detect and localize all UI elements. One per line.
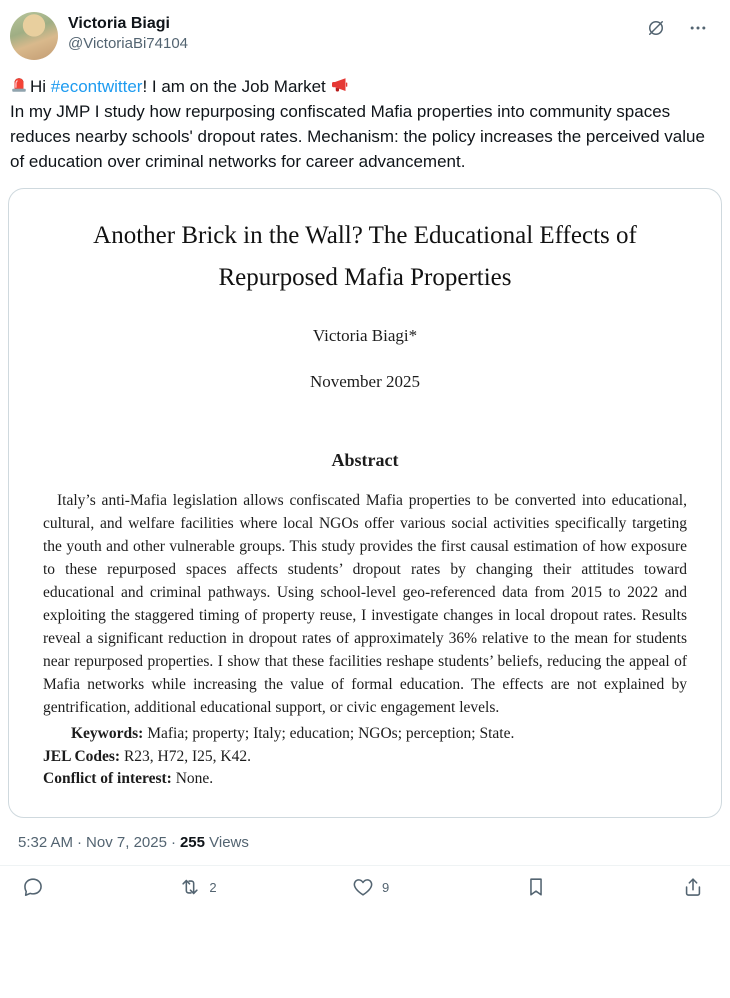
conflict-of-interest-label: Conflict of interest: bbox=[43, 770, 172, 787]
paper-title: Another Brick in the Wall? The Educational Effects of Repurposed Mafia Properties bbox=[93, 222, 637, 291]
tweet-intro-text: Hi bbox=[30, 77, 51, 96]
reply-button[interactable] bbox=[22, 876, 44, 898]
keywords-value: Mafia; property; Italy; education; NGOs; perception; State. bbox=[147, 725, 515, 742]
paper-date: November 2025 bbox=[309, 372, 420, 391]
display-name[interactable]: Victoria Biagi bbox=[68, 15, 170, 32]
paper-image-card[interactable] bbox=[8, 188, 722, 818]
user-names bbox=[68, 12, 646, 54]
tweet-body-text: In my JMP I study how repurposing confiscated Mafia properties into community spaces reduces nearby schools' dropout rates. Mechanism: the policy increases the perceived value of education over criminal networks for career advancement. bbox=[10, 102, 705, 171]
tweet-text bbox=[8, 74, 722, 174]
header-actions bbox=[646, 12, 718, 38]
conflict-of-interest-value: None. bbox=[175, 770, 214, 787]
megaphone-emoji-icon bbox=[330, 76, 349, 94]
user-handle: @VictoriaBi74104 bbox=[68, 35, 189, 52]
paper-meta-block bbox=[43, 723, 687, 791]
reply-icon bbox=[22, 876, 44, 898]
like-icon bbox=[352, 876, 374, 898]
bookmark-icon bbox=[525, 876, 547, 898]
conflict-of-interest-line bbox=[43, 768, 687, 791]
tweet-intro-text-2: ! I am on the Job Market bbox=[142, 77, 331, 96]
repost-count: 2 bbox=[209, 879, 217, 895]
keywords-line bbox=[43, 723, 687, 746]
hashtag-link[interactable]: #econtwitter bbox=[50, 77, 143, 96]
bookmark-button[interactable] bbox=[525, 876, 547, 898]
siren-emoji-icon bbox=[10, 76, 28, 94]
post-date: Nov 7, 2025 bbox=[86, 834, 167, 851]
like-button[interactable] bbox=[352, 876, 389, 898]
views-label: Views bbox=[209, 834, 249, 851]
paper-author: Victoria Biagi* bbox=[312, 326, 418, 345]
tweet-timestamp-row: 5:32 AM · Nov 7, 2025 · 255 Views bbox=[18, 834, 249, 851]
share-icon bbox=[682, 876, 704, 898]
more-icon[interactable] bbox=[688, 18, 708, 38]
abstract-heading: Abstract bbox=[331, 450, 399, 470]
post-time: 5:32 AM bbox=[18, 834, 74, 851]
like-count: 9 bbox=[381, 879, 390, 895]
share-button[interactable] bbox=[682, 876, 704, 898]
jel-codes-line bbox=[43, 746, 687, 769]
views-count: 255 bbox=[179, 834, 205, 851]
repost-icon bbox=[179, 876, 201, 898]
abstract-text: Italy’s anti-Mafia legislation allows confiscated Mafia properties to be converted into educational, cultural, and welfare facilities where local NGOs offer various social activities specifically targeting the youth and other vulnerable groups. This study provides the first causal estimation of how exposure to these repurposed spaces affects students’ dropout rates by changing their attitudes toward educational and criminal pathways. Using school-level geo-referenced data from 2015 to 2022 and exploiting the staggered timing of property reuse, I investigate changes in local dropout rates. Results reveal a significant reduction in dropout rates of approximately 36% relative to the mean for students near repurposed properties. I show that these facilities reshape students’ beliefs, reducing the appeal of Mafia networks while increasing the value of formal education. The effects are not explained by gentrification, additional educational support, or civic engagement levels. bbox=[43, 492, 687, 716]
grok-icon[interactable] bbox=[646, 18, 666, 38]
avatar[interactable] bbox=[10, 12, 58, 60]
keywords-label: Keywords: bbox=[71, 725, 144, 742]
tweet-action-bar bbox=[0, 865, 730, 908]
tweet-header bbox=[8, 10, 722, 60]
jel-codes-value: R23, H72, I25, K42. bbox=[123, 747, 251, 765]
repost-button[interactable] bbox=[179, 876, 216, 898]
jel-codes-label: JEL Codes: bbox=[43, 747, 121, 765]
